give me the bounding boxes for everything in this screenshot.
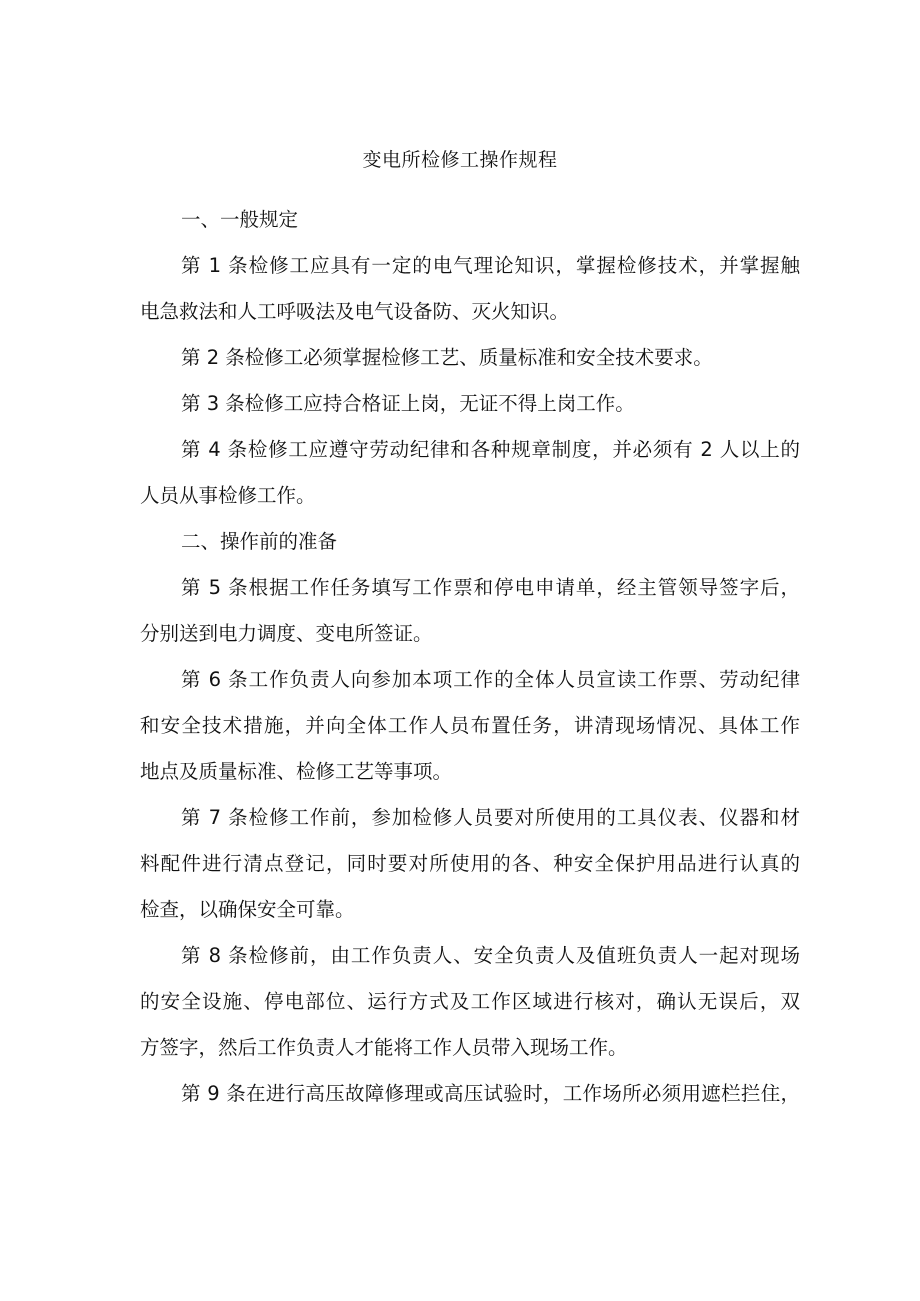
paragraph-line: 第 5 条根据工作任务填写工作票和停电申请单，经主管领导签字后， bbox=[181, 576, 800, 599]
document-title: 变电所检修工操作规程 bbox=[362, 149, 558, 171]
document-body bbox=[140, 208, 800, 1128]
paragraph-line: 第 6 条工作负责人向参加本项工作的全体人员宣读工作票、劳动纪律 bbox=[181, 668, 800, 691]
section-heading-preparation bbox=[140, 530, 800, 554]
paragraph-line: 第 3 条检修工应持合格证上岗，无证不得上岗工作。 bbox=[181, 392, 635, 415]
paragraph-line: 方签字，然后工作负责人才能将工作人员带入现场工作。 bbox=[140, 1036, 628, 1059]
paragraph-line: 第 4 条检修工应遵守劳动纪律和各种规章制度，并必须有 2 人以上的 bbox=[181, 438, 800, 461]
paragraph-line: 第 2 条检修工必须掌握检修工艺、质量标准和安全技术要求。 bbox=[181, 346, 713, 369]
paragraph-line: 料配件进行清点登记，同时要对所使用的各、种安全保护用品进行认真的 bbox=[140, 852, 800, 875]
article-3 bbox=[140, 392, 800, 416]
paragraph-line: 第 8 条检修前，由工作负责人、安全负责人及值班负责人一起对现场 bbox=[181, 944, 800, 967]
article-8 bbox=[140, 944, 800, 1060]
paragraph-line: 第 7 条检修工作前，参加检修人员要对所使用的工具仪表、仪器和材 bbox=[181, 806, 800, 829]
paragraph-line: 和安全技术措施，并向全体工作人员布置任务，讲清现场情况、具体工作 bbox=[140, 714, 800, 737]
paragraph-line: 电急救法和人工呼吸法及电气设备防、灭火知识。 bbox=[140, 300, 570, 323]
article-6 bbox=[140, 668, 800, 784]
paragraph-line: 地点及质量标准、检修工艺等事项。 bbox=[140, 760, 453, 783]
article-5 bbox=[140, 576, 800, 646]
article-4 bbox=[140, 438, 800, 508]
paragraph-line: 分别送到电力调度、变电所签证。 bbox=[140, 622, 433, 645]
paragraph-line: 检查，以确保安全可靠。 bbox=[140, 898, 355, 921]
article-2 bbox=[140, 346, 800, 370]
section-heading-general bbox=[140, 208, 800, 232]
article-1 bbox=[140, 254, 800, 324]
paragraph-line: 第 1 条检修工应具有一定的电气理论知识，掌握检修技术，并掌握触 bbox=[181, 254, 800, 277]
paragraph-line: 第 9 条在进行高压故障修理或高压试验时，工作场所必须用遮栏拦住， bbox=[181, 1082, 800, 1105]
paragraph-line: 二、操作前的准备 bbox=[181, 530, 338, 553]
article-7 bbox=[140, 806, 800, 922]
article-9 bbox=[140, 1082, 800, 1106]
paragraph-line: 人员从事检修工作。 bbox=[140, 484, 316, 507]
paragraph-line: 的安全设施、停电部位、运行方式及工作区域进行核对，确认无误后，双 bbox=[140, 990, 800, 1013]
paragraph-line: 一、一般规定 bbox=[181, 208, 299, 231]
